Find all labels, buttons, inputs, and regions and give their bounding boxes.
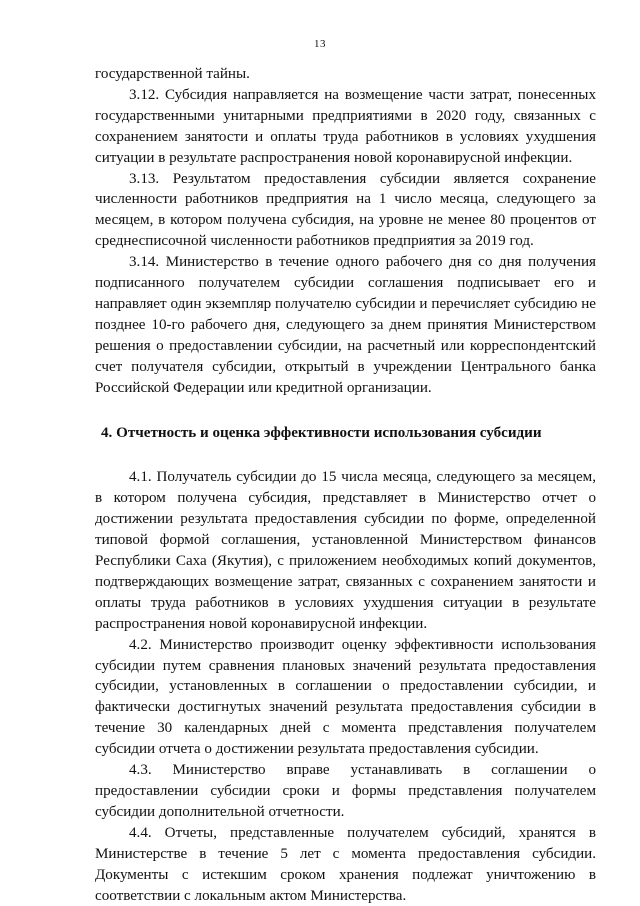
paragraph-4-2: 4.2. Министерство производит оценку эффективности использования субсидии путем сравнения плановых значений результата предоставления субсидии, установленных в соглашении о предоставлении субсидии, и фактически достигнутых значений результата предоставления субсидии в течение 30 календарных дней с момента представления получателем субсидии отчета о достижении результата предоставления субсидии. — [95, 636, 596, 758]
paragraph-4-1: 4.1. Получатель субсидии до 15 числа месяца, следующего за месяцем, в котором получена субсидия, представляет в Министерство отчет о достижении результата предоставления субсидии по форме, определенной типовой формой соглашения, установленной Министерством финансов Республики Саха (Якутия), с приложением необходимых копий документов, подтверждающих возмещение затрат, связанных с сохранением занятости и оплаты труда работников в условиях ухудшения ситуации в результате распространения новой коронавирусной инфекции. — [95, 469, 596, 632]
paragraph-continuation: государственной тайны. — [95, 66, 250, 82]
paragraph-4-3: 4.3. Министерство вправе устанавливать в соглашении о предоставлении субсидии сроки и формы представления получателем субсидии дополнительной отчетности. — [95, 762, 596, 820]
section-heading: 4. Отчетность и оценка эффективности использования субсидии — [101, 424, 542, 441]
paragraph-3-14: 3.14. Министерство в течение одного рабочего дня со дня получения подписанного получателем субсидии соглашения подписывает его и направляет один экземпляр получателю субсидии и перечисляет субсидию не позднее 10-го рабочего дня, следующего за днем принятия Министерством решения о предоставлении субсидии, на расчетный или корреспондентский счет получателя субсидии, открытый в учреждении Центрального банка Российской Федерации или кредитной организации. — [95, 254, 596, 396]
paragraph-3-12: 3.12. Субсидия направляется на возмещение части затрат, понесенных государственными унитарными предприятиями в 2020 году, связанных с сохранением занятости и оплаты труда работников в условиях ухудшения ситуации в результате распространения новой коронавирусной инфекции. — [95, 86, 596, 166]
page-number: 13 — [314, 38, 326, 50]
paragraph-4-4: 4.4. Отчеты, представленные получателем субсидий, хранятся в Министерстве в течение 5 лет с момента предоставления субсидии. Документы с истекшим сроком хранения подлежат уничтожению в соответствии с локальным актом Министерства. — [95, 824, 596, 904]
paragraph-3-13: 3.13. Результатом предоставления субсидии является сохранение численности работников предприятия на 1 число месяца, следующего за месяцем, в котором получена субсидия, на уровне не менее 80 процентов от среднесписочной численности работников предприятия за 2019 год. — [95, 170, 596, 250]
document-body — [95, 64, 596, 906]
